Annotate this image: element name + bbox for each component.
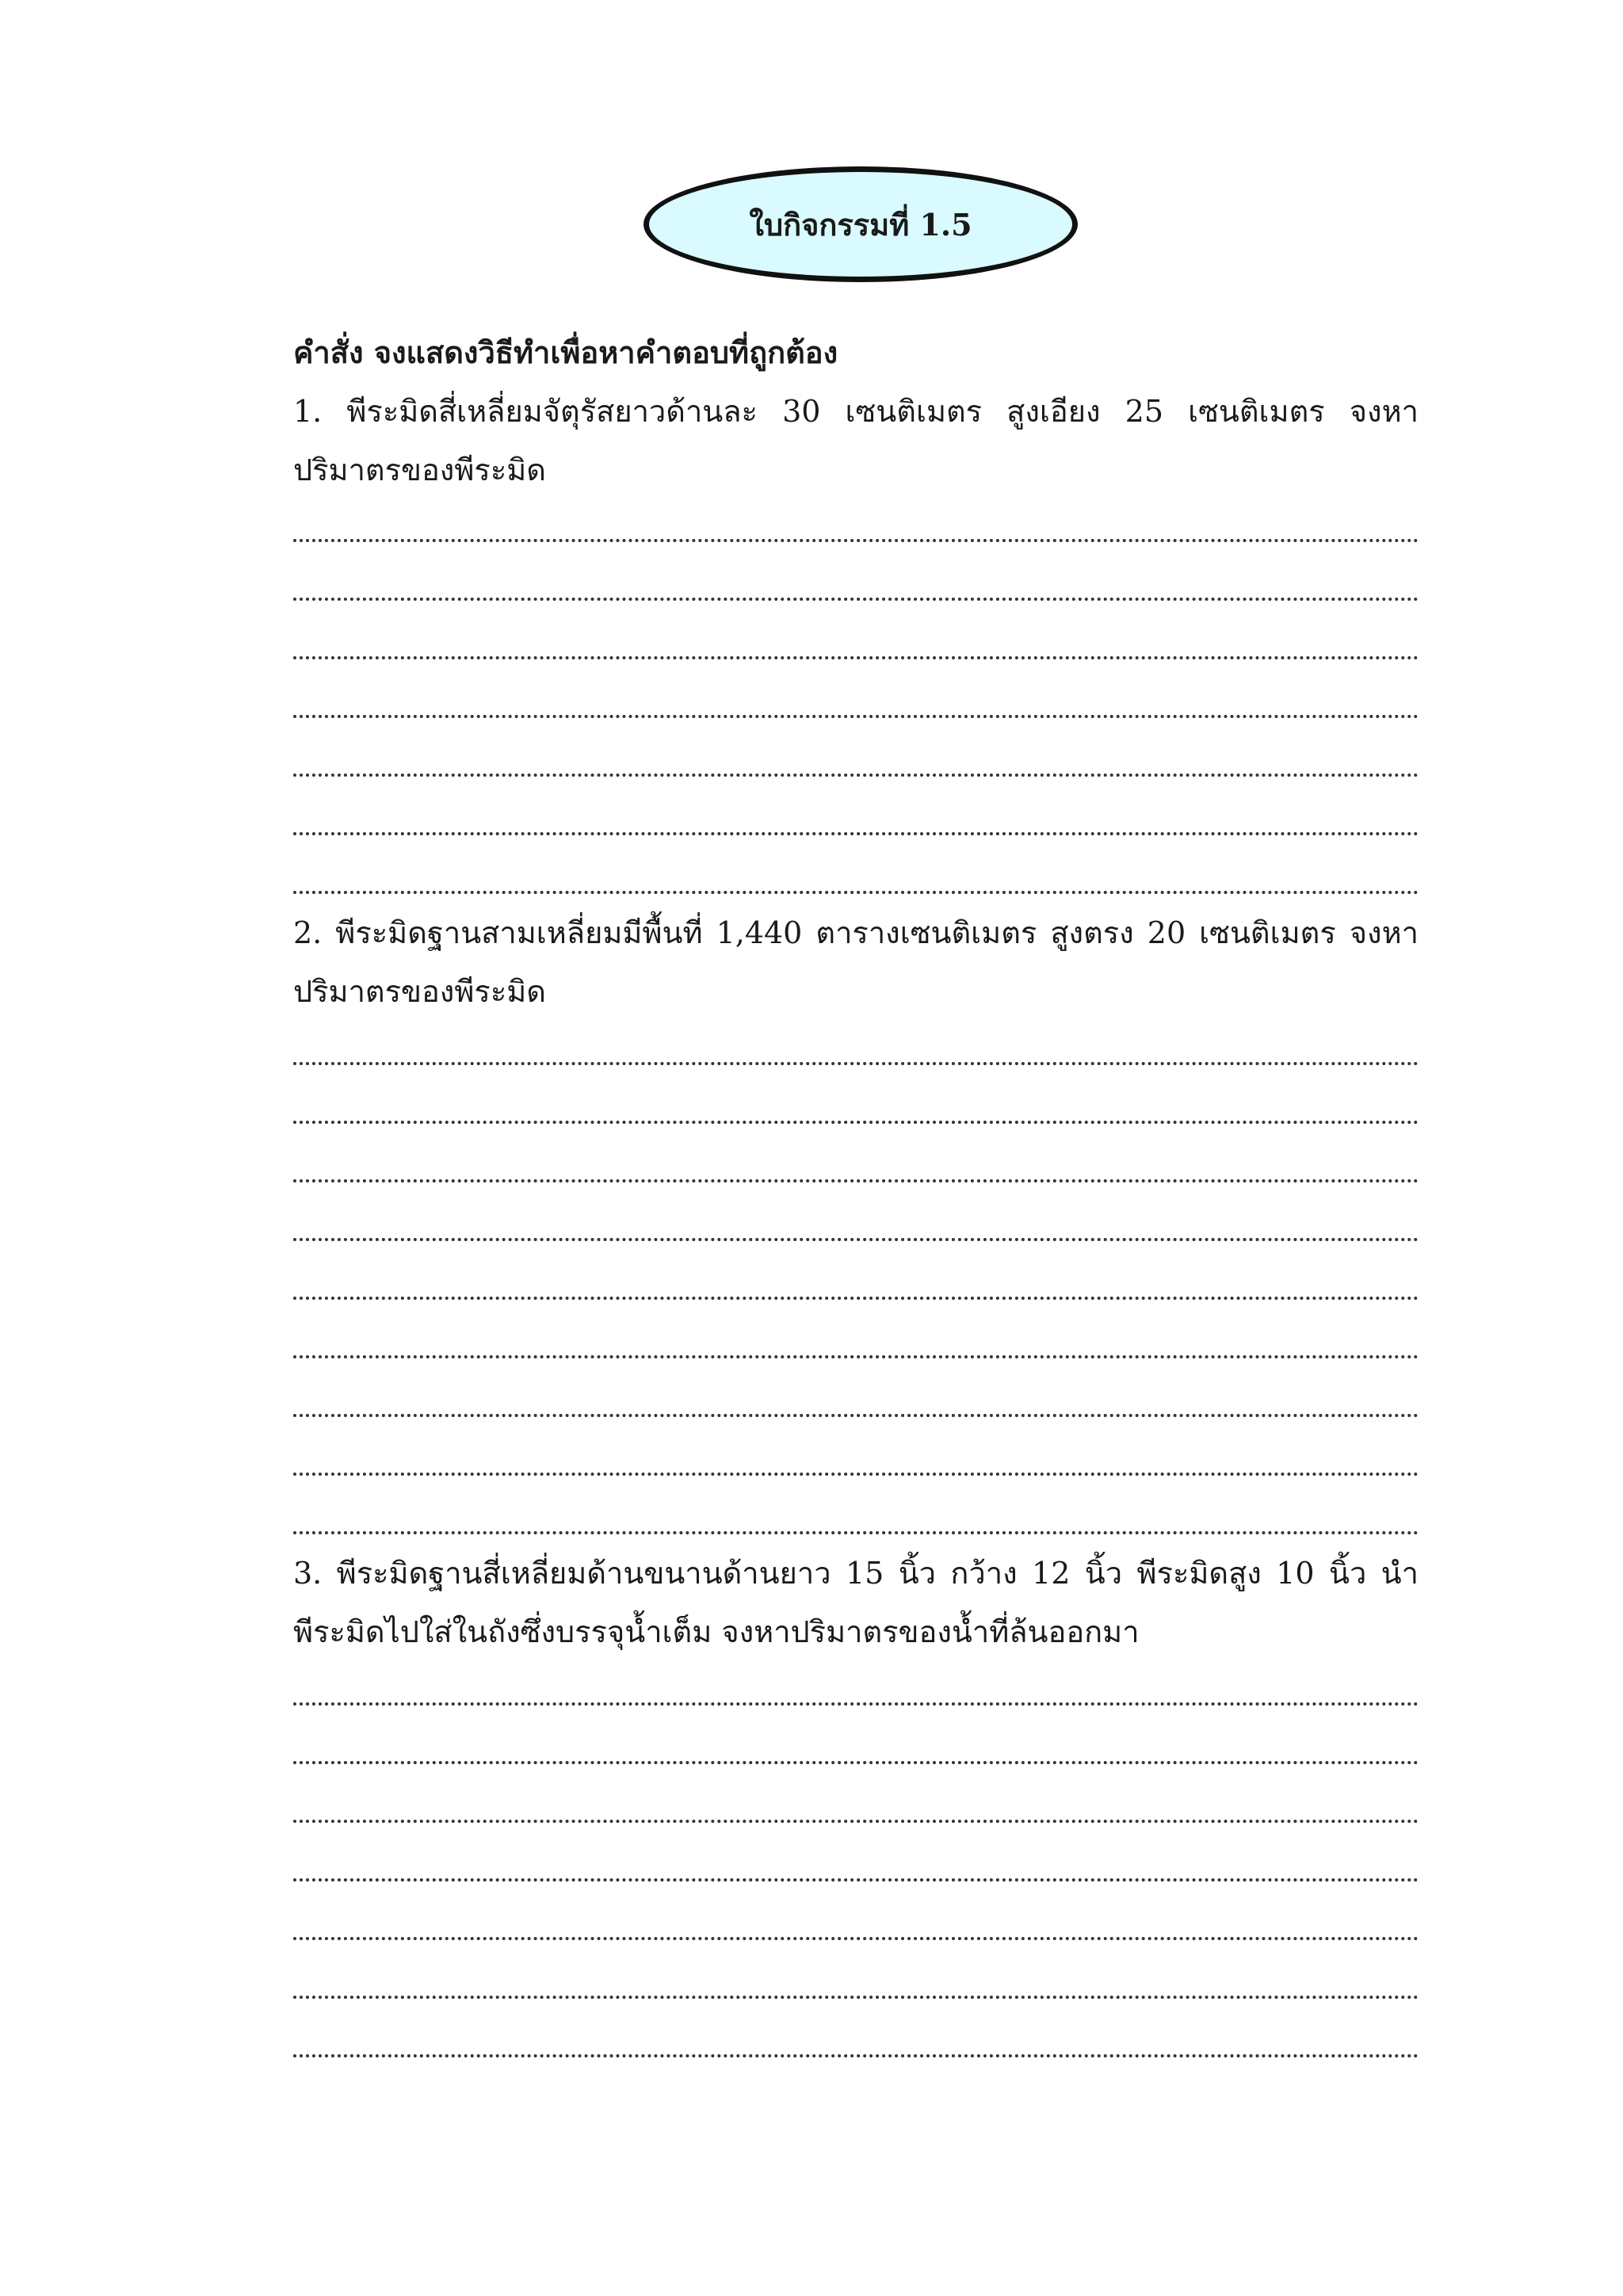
- answer-line[interactable]: [293, 542, 1419, 601]
- answer-line[interactable]: [293, 1823, 1419, 1881]
- answer-line[interactable]: [293, 718, 1419, 777]
- answer-line[interactable]: [293, 1661, 1419, 1706]
- answer-line[interactable]: [293, 1476, 1419, 1534]
- answer-line[interactable]: [293, 1065, 1419, 1124]
- answer-line[interactable]: [293, 1999, 1419, 2057]
- answer-area-3[interactable]: [293, 1661, 1419, 2057]
- answer-line[interactable]: [293, 1241, 1419, 1300]
- answer-line[interactable]: [293, 1417, 1419, 1476]
- answer-line[interactable]: [293, 659, 1419, 718]
- answer-line[interactable]: [293, 1358, 1419, 1417]
- answer-line[interactable]: [293, 1706, 1419, 1764]
- answer-line[interactable]: [293, 1124, 1419, 1182]
- title-oval: [643, 166, 1078, 282]
- answer-area-2[interactable]: [293, 1021, 1419, 1534]
- answer-line[interactable]: [293, 1182, 1419, 1241]
- answer-line[interactable]: [293, 1764, 1419, 1823]
- worksheet-body: [293, 323, 1419, 2057]
- answer-line[interactable]: [293, 835, 1419, 894]
- answer-line[interactable]: [293, 1881, 1419, 1940]
- question-3: 3. พีระมิดฐานสี่เหลี่ยมด้านขนานด้านยาว 15 นิ้ว กว้าง 12 นิ้ว พีระมิดสูง 10 นิ้ว นำพีระมิดไปใส่ในถังซึ่งบรรจุน้ำเต็ม จงหาปริมาตรของน้ำที่ล้นออกมา: [293, 1556, 1419, 1649]
- answer-line[interactable]: [293, 1940, 1419, 1999]
- answer-line[interactable]: [293, 777, 1419, 835]
- answer-line[interactable]: [293, 499, 1419, 542]
- instruction: คำสั่ง จงแสดงวิธีทำเพื่อหาคำตอบที่ถูกต้อง: [293, 334, 838, 370]
- worksheet-title: ใบกิจกรรมที่ 1.5: [749, 206, 972, 243]
- answer-line[interactable]: [293, 601, 1419, 659]
- answer-line[interactable]: [293, 1021, 1419, 1065]
- answer-area-1[interactable]: [293, 499, 1419, 894]
- question-1: 1. พีระมิดสี่เหลี่ยมจัตุรัสยาวด้านละ 30 เซนติเมตร สูงเอียง 25 เซนติเมตร จงหาปริมาตรของพีระมิด: [293, 394, 1419, 487]
- question-2: 2. พีระมิดฐานสามเหลี่ยมมีพื้นที่ 1,440 ตารางเซนติเมตร สูงตรง 20 เซนติเมตร จงหาปริมาตรของพีระมิด: [293, 915, 1419, 1009]
- answer-line[interactable]: [293, 1300, 1419, 1358]
